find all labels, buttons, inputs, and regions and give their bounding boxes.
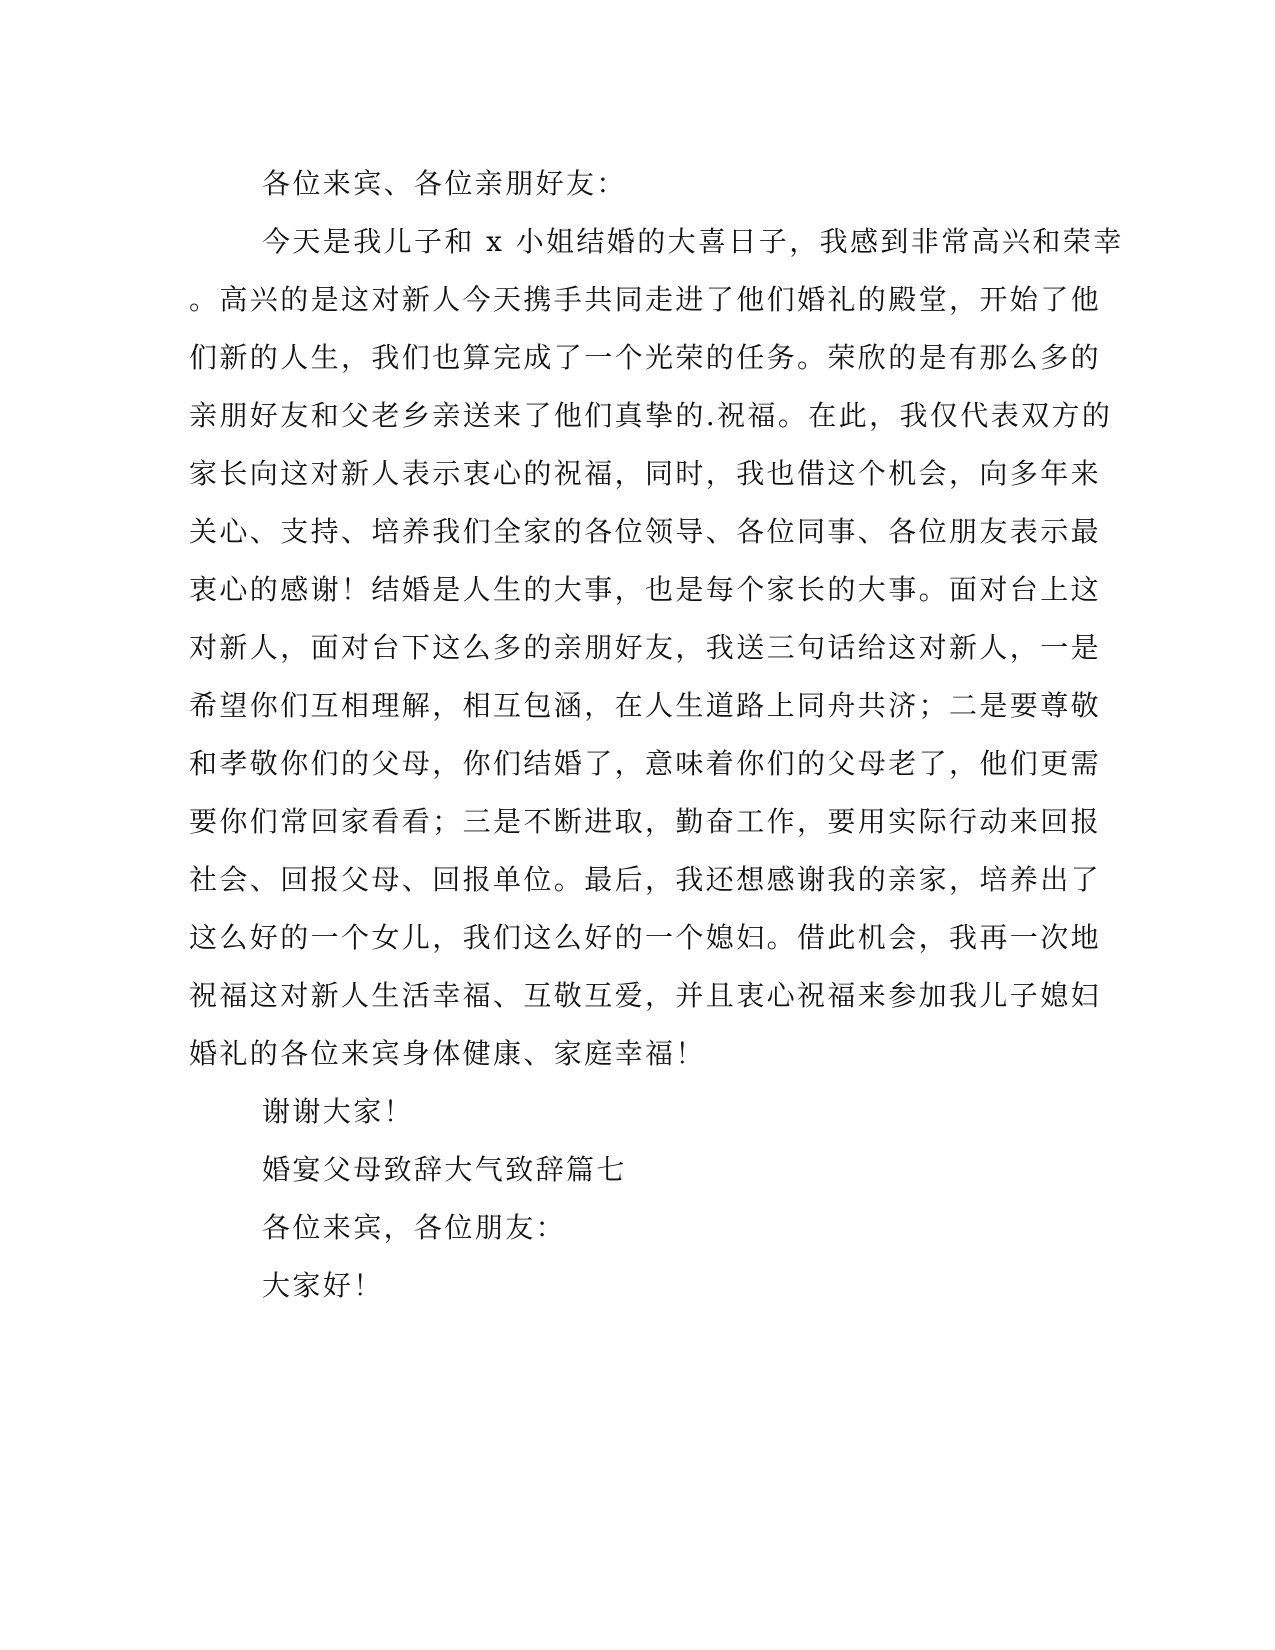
paragraph-line: 今天是我儿子和 x 小姐结婚的大喜日子，我感到非常高兴和荣幸: [262, 225, 1124, 258]
paragraph-line: 希望你们互相理解，相互包涵，在人生道路上同舟共济；二是要尊敬: [189, 689, 1102, 722]
paragraph-line: 社会、回报父母、回报单位。最后，我还想感谢我的亲家，培养出了: [189, 863, 1102, 896]
greeting-line: 大家好！: [262, 1269, 384, 1302]
greeting-line: 各位来宾、各位亲朋好友：: [262, 167, 627, 200]
paragraph-line: 们新的人生，我们也算完成了一个光荣的任务。荣欣的是有那么多的: [189, 341, 1102, 374]
paragraph-line: 。高兴的是这对新人今天携手共同走进了他们婚礼的殿堂，开始了他: [189, 283, 1102, 316]
greeting-line: 各位来宾，各位朋友：: [262, 1211, 567, 1244]
paragraph-line: 婚礼的各位来宾身体健康、家庭幸福！: [189, 1037, 706, 1070]
paragraph-line: 衷心的感谢！结婚是人生的大事，也是每个家长的大事。面对台上这: [189, 573, 1102, 606]
paragraph-line: 关心、支持、培养我们全家的各位领导、各位同事、各位朋友表示最: [189, 515, 1102, 548]
section-title: 婚宴父母致辞大气致辞篇七: [262, 1153, 627, 1186]
thanks-line: 谢谢大家！: [262, 1095, 415, 1128]
paragraph-line: 家长向这对新人表示衷心的祝福，同时，我也借这个机会，向多年来: [189, 457, 1102, 490]
paragraph-line: 对新人，面对台下这么多的亲朋好友，我送三句话给这对新人，一是: [189, 631, 1102, 664]
paragraph-line: 这么好的一个女儿，我们这么好的一个媳妇。借此机会，我再一次地: [189, 921, 1102, 954]
paragraph-line: 祝福这对新人生活幸福、互敬互爱，并且衷心祝福来参加我儿子媳妇: [189, 979, 1102, 1012]
paragraph-line: 要你们常回家看看；三是不断进取，勤奋工作，要用实际行动来回报: [189, 805, 1102, 838]
paragraph-line: 和孝敬你们的父母，你们结婚了，意味着你们的父母老了，他们更需: [189, 747, 1102, 780]
paragraph-line: 亲朋好友和父老乡亲送来了他们真挚的.祝福。在此，我仅代表双方的: [189, 399, 1113, 432]
